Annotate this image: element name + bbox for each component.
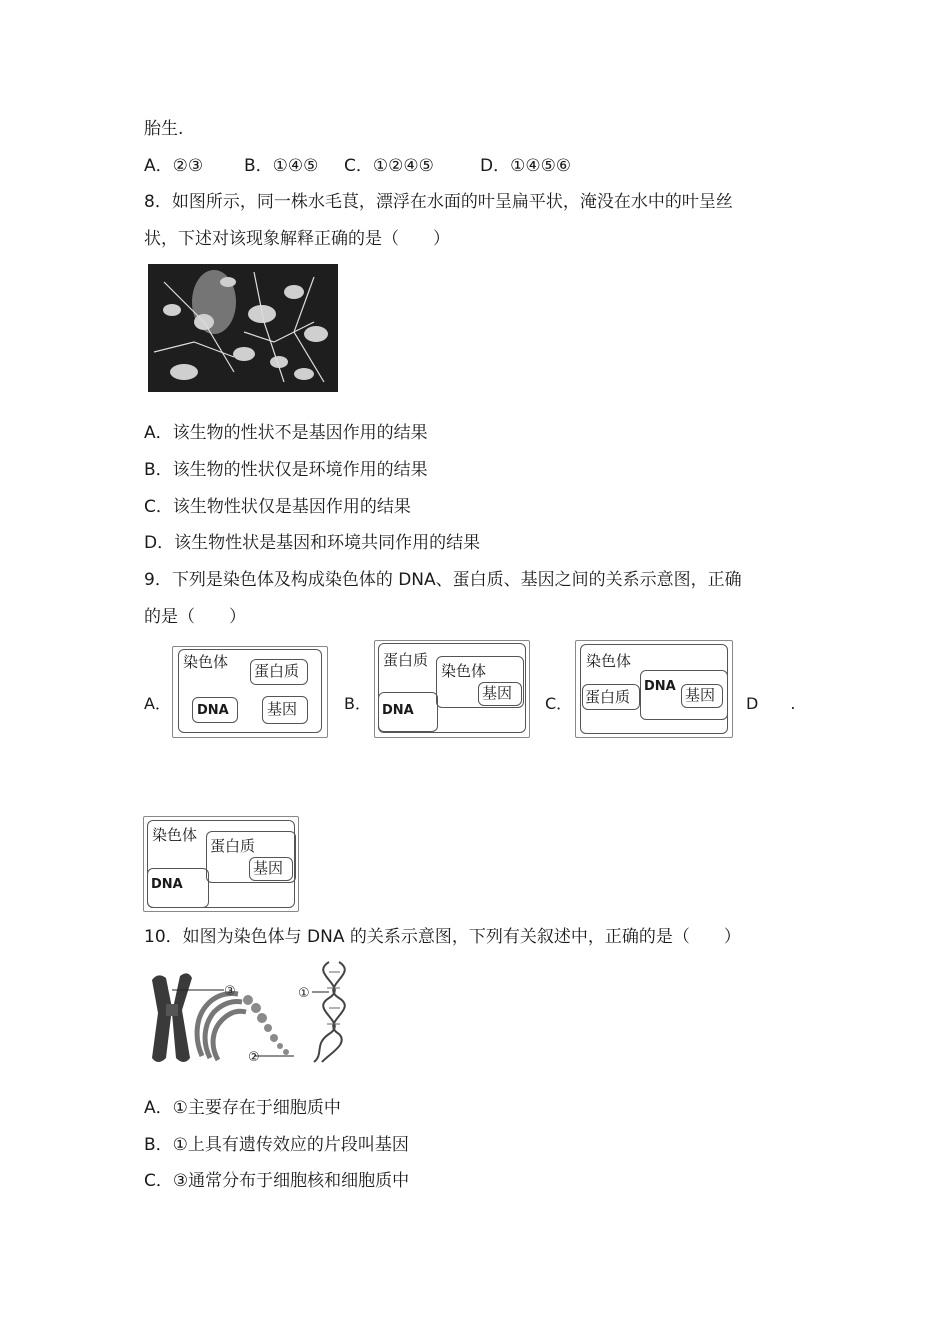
q9-option-a-label: A． [144,694,171,713]
q7-option-a: A．②③ [144,156,204,176]
q8-option-c: C．该生物性状仅是基因作用的结果 [144,497,411,517]
protein-label: 蛋白质 [383,651,429,669]
q10-option-b: B．①上具有遗传效应的片段叫基因 [144,1135,409,1155]
dna-double-helix [314,962,345,1062]
q10-chromosome-dna-figure [144,958,356,1070]
chromosome-shape [152,973,192,1062]
q8-stem-line2: 状，下述对该现象解释正确的是（ ） [144,229,450,249]
q10-option-c: C．③通常分布于细胞核和细胞质中 [144,1171,410,1191]
mark-1: ① [298,986,310,1001]
dna-label: DNA [644,679,676,694]
mark-2: ② [248,1050,260,1065]
dna-label: DNA [197,703,229,718]
q8-option-d: D．该生物性状是基因和环境共同作用的结果 [144,533,481,553]
q7-option-c: C．①②④⑤ [344,156,434,176]
protein-label: 蛋白质 [210,837,256,855]
protein-label: 蛋白质 [585,688,631,706]
gene-label: 基因 [482,684,513,702]
text-line: 胎生. [144,119,184,139]
chromosome-label: 染色体 [152,826,198,844]
chromosome-label: 染色体 [441,662,487,680]
q8-stem-line1: 8．如图所示，同一株水毛茛，漂浮在水面的叶呈扁平状，淹没在水中的叶呈丝 [144,192,733,212]
q9-option-b-label: B． [344,694,371,713]
q8-plant-photo [144,262,340,394]
q9-stem-line2: 的是（ ） [144,607,246,627]
q9-option-c-label: C． [545,694,573,713]
chromosome-label: 染色体 [586,652,632,670]
q7-option-d: D．①④⑤⑥ [480,156,572,176]
gene-label: 基因 [253,859,284,877]
q10-option-a: A．①主要存在于细胞质中 [144,1098,341,1118]
gene-label: 基因 [685,686,716,704]
dna-label: DNA [382,703,414,718]
q10-stem: 10．如图为染色体与 DNA 的关系示意图，下列有关叙述中，正确的是（ ） [144,927,741,947]
dna-label: DNA [151,877,183,892]
q9-option-d-label: D . [746,694,796,713]
q8-option-b: B．该生物的性状仅是环境作用的结果 [144,460,428,480]
q9-stem-line1: 9．下列是染色体及构成染色体的 DNA、蛋白质、基因之间的关系示意图，正确 [144,570,742,590]
q8-option-a: A．该生物的性状不是基因作用的结果 [144,423,428,443]
coiled-chromatin [197,994,246,1061]
mark-3: ③ [224,984,236,999]
gene-label: 基因 [267,700,298,718]
nucleosome-beads [243,995,289,1055]
q7-option-b: B．①④⑤ [244,156,319,176]
protein-label: 蛋白质 [254,662,300,680]
chromosome-label: 染色体 [183,653,229,671]
